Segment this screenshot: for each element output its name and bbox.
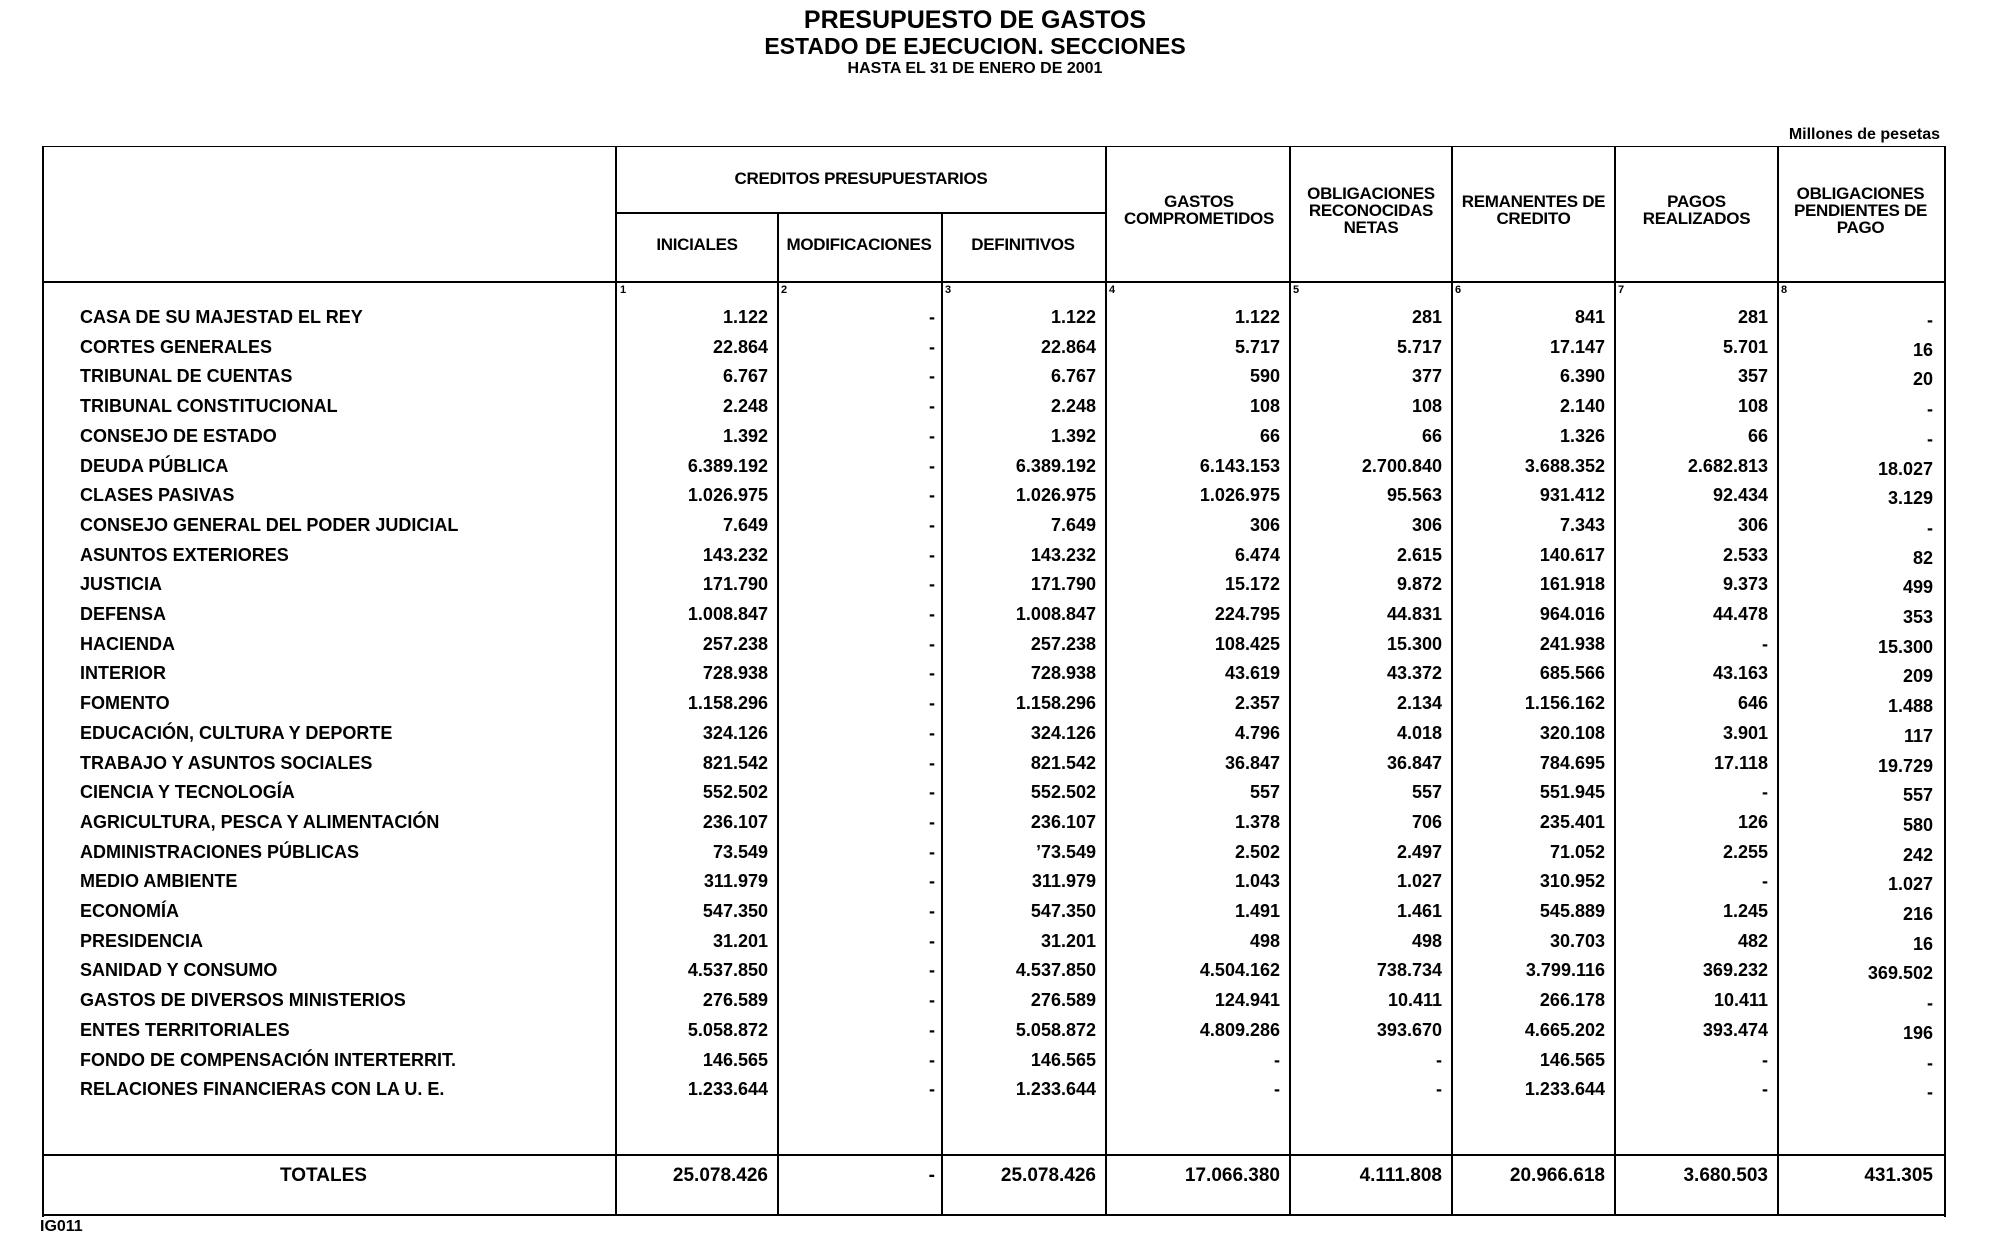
table-cell: 3.688.352: [1524, 455, 1605, 476]
table-cell: 2.682.813: [1687, 455, 1768, 476]
table-cell: 66: [1421, 425, 1442, 446]
table-cell: -: [1927, 310, 1933, 330]
table-cell: -: [1927, 1082, 1933, 1103]
row-label: EDUCACIÓN, CULTURA Y DEPORTE: [80, 722, 393, 743]
table-cell: 3.799.116: [1525, 960, 1605, 981]
table-cell: 547.350: [1030, 901, 1096, 921]
table-cell: 6.474: [1234, 544, 1280, 565]
table-cell: 71.052: [1549, 841, 1605, 862]
table-cell: 22.864: [1040, 336, 1096, 357]
row-label: DEFENSA: [80, 604, 167, 624]
table-cell: -: [1762, 871, 1768, 892]
table-cell: ’73.549: [1035, 841, 1096, 862]
table-cell: 2.255: [1722, 841, 1768, 862]
table-cell: 1.461: [1396, 901, 1442, 921]
table-cell: 1.158.296: [1015, 693, 1096, 714]
table-cell: 22.864: [712, 336, 768, 357]
table-cell: 964.016: [1539, 604, 1605, 624]
table-cell: 685.566: [1539, 663, 1605, 684]
table-cell: 17.147: [1549, 336, 1605, 357]
row-label: DEUDA PÚBLICA: [80, 455, 229, 476]
table-cell: -: [1927, 399, 1933, 420]
table-cell: -: [1762, 1049, 1768, 1070]
table-cell: 2.700.840: [1361, 455, 1442, 476]
page-title: PRESUPUESTO DE GASTOS: [803, 6, 1147, 34]
table-cell: -: [929, 425, 935, 446]
group-divider: [615, 212, 1105, 214]
totals-cell: 25.078.426: [672, 1165, 768, 1186]
table-cell: 1.233.644: [1524, 1079, 1605, 1100]
table-cell: -: [1762, 1079, 1768, 1100]
table-cell: -: [929, 663, 935, 684]
table-bottom-line: [42, 1214, 1944, 1216]
row-label: ENTES TERRITORIALES: [80, 1019, 290, 1040]
table-cell: 4.796: [1234, 722, 1280, 743]
table-cell: -: [1436, 1079, 1442, 1100]
table-cell: 5.717: [1396, 336, 1442, 357]
table-cell: -: [929, 960, 935, 981]
table-cell: 108.425: [1214, 633, 1280, 654]
table-cell: 171.790: [1030, 574, 1096, 595]
table-cell: 6.767: [1050, 366, 1096, 387]
table-cell: 236.107: [1030, 811, 1096, 832]
row-label: PRESIDENCIA: [80, 930, 204, 951]
table-cell: 557: [1249, 782, 1280, 803]
row-label: MEDIO AMBIENTE: [80, 871, 238, 892]
table-cell: 841: [1574, 307, 1605, 327]
table-cell: 18.027: [1877, 458, 1933, 479]
table-cell: 2.533: [1722, 544, 1768, 565]
table-cell: 95.563: [1386, 485, 1442, 506]
table-cell: 92.434: [1712, 485, 1768, 506]
table-cell: 20: [1912, 369, 1933, 390]
table-cell: 15.172: [1224, 574, 1280, 595]
table-cell: 31.201: [712, 930, 768, 951]
table-cell: 146.565: [702, 1049, 768, 1070]
table-cell: 3.129: [1887, 488, 1933, 509]
table-cell: 498: [1411, 930, 1442, 951]
table-cell: -: [1927, 517, 1933, 538]
header-iniciales: INICIALES: [656, 235, 738, 254]
table-cell: 126: [1737, 811, 1768, 832]
table-cell: 117: [1903, 725, 1933, 746]
table-cell: 143.232: [702, 544, 768, 565]
table-cell: 19.729: [1877, 755, 1933, 776]
table-cell: 1.027: [1887, 874, 1933, 895]
table-cell: 108: [1411, 396, 1442, 417]
table-cell: 7.649: [1050, 514, 1096, 535]
table-cell: 31.201: [1040, 930, 1096, 951]
header-bottom-line: [42, 281, 1944, 283]
table-cell: -: [1927, 1052, 1933, 1073]
table-cell: 7.649: [722, 514, 768, 535]
table-cell: 5.058.872: [1015, 1019, 1096, 1040]
table-cell: 324.126: [702, 722, 768, 743]
table-cell: 1.233.644: [687, 1079, 768, 1100]
totals-cell: 4.111.808: [1359, 1165, 1442, 1186]
row-label: ADMINISTRACIONES PÚBLICAS: [80, 841, 360, 862]
table-cell: 235.401: [1539, 811, 1605, 832]
column-number: 4: [1109, 284, 1116, 296]
table-cell: 281: [1737, 307, 1768, 327]
table-cell: 216: [1902, 904, 1933, 924]
table-cell: 2.248: [722, 396, 768, 417]
table-cell: 257.238: [1030, 633, 1096, 654]
table-cell: -: [929, 574, 935, 595]
table-cell: 1.026.975: [1199, 485, 1280, 506]
table-cell: -: [929, 693, 935, 714]
table-cell: 1.245: [1722, 901, 1768, 921]
table-cell: 3.901: [1722, 722, 1768, 743]
table-cell: 311.979: [1031, 871, 1096, 892]
table-cell: 5.717: [1234, 336, 1280, 357]
table-cell: 43.619: [1224, 663, 1280, 684]
table-cell: 369.232: [1702, 960, 1768, 981]
table-cell: 43.163: [1712, 663, 1768, 684]
table-cell: 242: [1902, 844, 1933, 865]
table-cell: 1.122: [1050, 307, 1096, 327]
table-cell: 1.026.975: [687, 485, 768, 506]
document-code: IG011: [40, 1218, 83, 1235]
table-cell: 306: [1411, 514, 1442, 535]
table-cell: -: [1927, 428, 1933, 449]
table-cell: 6.389.192: [687, 455, 768, 476]
table-cell: 1.158.296: [687, 693, 768, 714]
column-number: 7: [1618, 284, 1625, 296]
table-cell: 2.497: [1396, 841, 1442, 862]
table-cell: 821.542: [1030, 752, 1096, 773]
table-cell: -: [929, 901, 935, 921]
table-cell: 7.343: [1559, 514, 1605, 535]
table-cell: 236.107: [702, 811, 768, 832]
table-cell: 393.474: [1702, 1019, 1768, 1040]
table-cell: 552.502: [702, 782, 768, 803]
table-cell: 108: [1249, 396, 1280, 417]
row-label: CIENCIA Y TECNOLOGÍA: [80, 782, 295, 803]
table-cell: 9.872: [1396, 574, 1442, 595]
table-cell: 2.615: [1396, 544, 1442, 565]
column-number: 2: [781, 284, 788, 296]
table-cell: -: [1274, 1049, 1280, 1070]
column-number: 5: [1293, 284, 1300, 296]
row-label: HACIENDA: [80, 633, 176, 654]
table-cell: 557: [1902, 785, 1933, 806]
table-cell: 276.589: [1030, 990, 1096, 1011]
table-cell: 1.122: [722, 307, 768, 327]
table-cell: -: [1762, 782, 1768, 803]
header-pendientes: OBLIGACIONES PENDIENTES DE PAGO: [1793, 184, 1928, 237]
table-cell: 196: [1902, 1022, 1933, 1043]
table-cell: -: [929, 782, 935, 803]
table-cell: 140.617: [1539, 544, 1605, 565]
table-cell: 17.118: [1713, 752, 1768, 773]
table-cell: 241.938: [1539, 633, 1605, 654]
table-cell: 728.938: [1030, 663, 1096, 684]
row-label: SANIDAD Y CONSUMO: [80, 960, 278, 981]
table-cell: 4.537.850: [1015, 960, 1096, 981]
table-cell: -: [929, 396, 935, 417]
table-cell: 44.831: [1386, 604, 1442, 624]
table-cell: 66: [1259, 425, 1280, 446]
table-cell: 306: [1737, 514, 1768, 535]
table-cell: 4.537.850: [687, 960, 768, 981]
table-cell: -: [929, 1019, 935, 1040]
table-cell: 1.008.847: [687, 604, 768, 624]
row-label: RELACIONES FINANCIERAS CON LA U. E.: [80, 1079, 445, 1100]
row-label: AGRICULTURA, PESCA Y ALIMENTACIÓN: [80, 811, 440, 832]
column-number: 1: [620, 284, 627, 296]
row-label: ECONOMÍA: [80, 901, 179, 921]
table-cell: 646: [1737, 693, 1768, 714]
table-cell: 161.918: [1539, 574, 1605, 595]
table-cell: -: [929, 544, 935, 565]
table-cell: -: [1927, 993, 1933, 1014]
table-cell: -: [929, 485, 935, 506]
table-cell: 1.378: [1234, 811, 1280, 832]
table-cell: 1.027: [1396, 871, 1442, 892]
table-cell: 357: [1737, 366, 1768, 387]
header-modificaciones: MODIFICACIONES: [786, 235, 932, 254]
table-cell: 1.043: [1234, 871, 1280, 892]
table-cell: -: [929, 1049, 935, 1070]
table-cell: 16: [1912, 933, 1933, 954]
table-cell: -: [929, 336, 935, 357]
table-cell: 1.392: [722, 425, 768, 446]
table-cell: 276.589: [702, 990, 768, 1011]
table-cell: 545.889: [1539, 901, 1605, 921]
table-cell: 224.795: [1214, 604, 1280, 624]
table-cell: 2.140: [1559, 396, 1605, 417]
table-cell: 66: [1747, 425, 1768, 446]
units-label: Millones de pesetas: [1788, 126, 1940, 143]
table-cell: 108: [1737, 396, 1768, 417]
table-cell: 146.565: [1030, 1049, 1096, 1070]
table-cell: 5.701: [1722, 336, 1768, 357]
row-label: CONSEJO GENERAL DEL PODER JUDICIAL: [80, 514, 459, 535]
table-cell: 369.502: [1867, 963, 1933, 984]
table-cell: 257.238: [702, 633, 768, 654]
totals-top-line: [42, 1154, 1944, 1156]
date-line: HASTA EL 31 DE ENERO DE 2001: [847, 60, 1103, 77]
table-cell: 2.134: [1396, 693, 1442, 714]
table-cell: 9.373: [1722, 574, 1768, 595]
table-cell: 353: [1902, 607, 1933, 627]
table-cell: 320.108: [1539, 722, 1605, 743]
table-cell: -: [1274, 1079, 1280, 1100]
table-cell: 30.703: [1549, 930, 1605, 951]
table-cell: 6.143.153: [1199, 455, 1280, 476]
column-number: 8: [1781, 284, 1788, 296]
table-cell: 738.734: [1376, 960, 1442, 981]
table-cell: 44.478: [1712, 604, 1768, 624]
table-cell: 552.502: [1030, 782, 1096, 803]
table-cell: 706: [1411, 811, 1442, 832]
table-cell: 1.491: [1234, 901, 1280, 921]
row-label: FOMENTO: [80, 693, 170, 714]
table-cell: -: [1436, 1049, 1442, 1070]
table-cell: -: [929, 752, 935, 773]
table-cell: 2.357: [1234, 693, 1280, 714]
totals-label: TOTALES: [280, 1165, 367, 1186]
page-subtitle: ESTADO DE EJECUCION. SECCIONES: [764, 33, 1186, 59]
header-definitivos: DEFINITIVOS: [971, 235, 1075, 254]
table-cell: -: [929, 841, 935, 862]
table-cell: 1.326: [1559, 425, 1605, 446]
table-cell: 1.233.644: [1015, 1079, 1096, 1100]
totals-cell: 3.680.503: [1683, 1165, 1768, 1186]
table-cell: 6.767: [722, 366, 768, 387]
header-obligaciones-netas: OBLIGACIONES RECONOCIDAS NETAS: [1307, 184, 1435, 237]
table-cell: -: [929, 930, 935, 951]
table-cell: -: [929, 366, 935, 387]
row-label: CLASES PASIVAS: [80, 485, 235, 506]
table-cell: -: [929, 811, 935, 832]
header-remanentes: REMANENTES DE CREDITO: [1461, 192, 1606, 228]
totals-cell: 17.066.380: [1184, 1165, 1280, 1186]
table-cell: 281: [1411, 307, 1442, 327]
table-cell: 784.695: [1539, 752, 1605, 773]
table-cell: 377: [1411, 366, 1442, 387]
table-cell: 728.938: [702, 663, 768, 684]
table-cell: 498: [1249, 930, 1280, 951]
header-creditos: CREDITOS PRESUPUESTARIOS: [734, 169, 988, 188]
table-cell: 4.665.202: [1524, 1019, 1605, 1040]
table-cell: 4.018: [1396, 722, 1442, 743]
table-cell: 1.488: [1887, 696, 1933, 717]
table-cell: 931.412: [1539, 485, 1605, 506]
table-cell: -: [929, 871, 935, 892]
table-cell: 2.248: [1050, 396, 1096, 417]
row-label: FONDO DE COMPENSACIÓN INTERTERRIT.: [80, 1049, 457, 1070]
table-cell: 16: [1912, 339, 1933, 360]
table-cell: -: [929, 604, 935, 624]
totals-cell: -: [928, 1165, 935, 1186]
table-cell: 547.350: [702, 901, 768, 921]
table-cell: 43.372: [1386, 663, 1442, 684]
table-cell: 590: [1249, 366, 1280, 387]
table-cell: 5.058.872: [687, 1019, 768, 1040]
table-cell: 36.847: [1224, 752, 1280, 773]
table-cell: -: [929, 990, 935, 1011]
row-label: CONSEJO DE ESTADO: [80, 425, 277, 446]
table-cell: 1.122: [1234, 307, 1280, 327]
row-label: GASTOS DE DIVERSOS MINISTERIOS: [80, 990, 406, 1011]
table-cell: 4.504.162: [1199, 960, 1280, 981]
row-label: TRABAJO Y ASUNTOS SOCIALES: [80, 752, 373, 773]
row-label: TRIBUNAL CONSTITUCIONAL: [80, 396, 338, 417]
table-cell: -: [929, 633, 935, 654]
totals-cell: 431.305: [1864, 1165, 1933, 1186]
table-cell: 482: [1737, 930, 1768, 951]
table-cell: 4.809.286: [1199, 1019, 1280, 1040]
table-cell: 82: [1912, 547, 1933, 568]
table-cell: -: [929, 722, 935, 743]
table-cell: 306: [1249, 514, 1280, 535]
table-cell: -: [929, 1079, 935, 1100]
table-cell: 10.411: [1387, 990, 1442, 1011]
row-label: ASUNTOS EXTERIORES: [80, 544, 289, 565]
table-cell: 10.411: [1713, 990, 1768, 1011]
table-cell: 36.847: [1386, 752, 1442, 773]
row-label: JUSTICIA: [80, 574, 163, 595]
table-cell: 146.565: [1539, 1049, 1605, 1070]
table-cell: 311.979: [703, 871, 768, 892]
table-cell: 124.941: [1214, 990, 1280, 1011]
row-label: CORTES GENERALES: [80, 336, 273, 357]
table-cell: 393.670: [1376, 1019, 1442, 1040]
table-cell: -: [929, 514, 935, 535]
table-cell: 499: [1902, 577, 1933, 598]
totals-cell: 25.078.426: [1000, 1165, 1096, 1186]
table-cell: 209: [1902, 666, 1933, 687]
row-label: TRIBUNAL DE CUENTAS: [80, 366, 293, 387]
table-cell: -: [929, 455, 935, 476]
table-cell: 1.008.847: [1015, 604, 1096, 624]
table-cell: 6.389.192: [1015, 455, 1096, 476]
row-label: INTERIOR: [80, 663, 167, 684]
totals-cell: 20.966.618: [1509, 1165, 1605, 1186]
header-pagos: PAGOS REALIZADOS: [1642, 192, 1751, 228]
table-cell: -: [929, 307, 935, 327]
row-label: CASA DE SU MAJESTAD EL REY: [80, 307, 363, 327]
header-gastos-comprometidos: GASTOS COMPROMETIDOS: [1123, 192, 1275, 228]
column-number: 6: [1455, 284, 1462, 296]
table-cell: 266.178: [1539, 990, 1605, 1011]
table-cell: 73.549: [712, 841, 768, 862]
column-number: 3: [945, 284, 952, 296]
table-cell: -: [1762, 633, 1768, 654]
table-cell: 143.232: [1030, 544, 1096, 565]
table-cell: 1.026.975: [1015, 485, 1096, 506]
table-cell: 1.156.162: [1524, 693, 1605, 714]
table-cell: 557: [1411, 782, 1442, 803]
table-cell: 15.300: [1877, 636, 1933, 657]
table-cell: 324.126: [1030, 722, 1096, 743]
table-cell: 310.952: [1539, 871, 1605, 892]
table-cell: 6.390: [1559, 366, 1605, 387]
table-cell: 551.945: [1539, 782, 1605, 803]
table-cell: 15.300: [1386, 633, 1442, 654]
table-cell: 580: [1902, 814, 1933, 835]
table-cell: 1.392: [1050, 425, 1096, 446]
table-cell: 171.790: [702, 574, 768, 595]
table-cell: 2.502: [1234, 841, 1280, 862]
table-cell: 821.542: [702, 752, 768, 773]
